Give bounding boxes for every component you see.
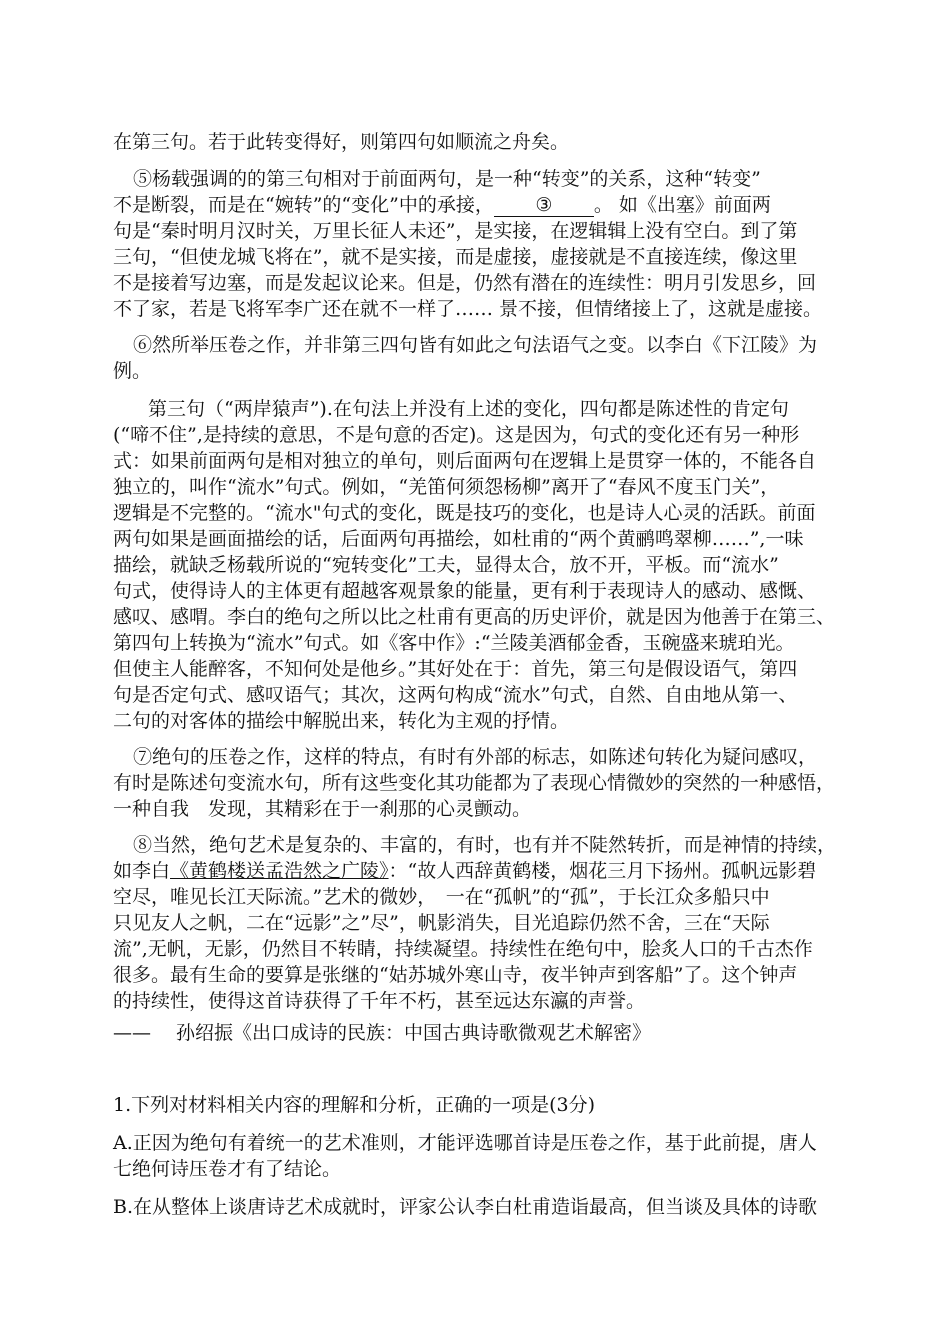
paragraph-line: 只见友人之帆，二在“远影”之”尽”，帆影消失，目光追踪仍然不舍，三在“天际	[113, 912, 770, 934]
paragraph-line	[113, 192, 843, 218]
paragraph-line: ⑧当然，绝句艺术是复杂的、丰富的，有时，也有并不陡然转折，而是神情的持续，	[133, 834, 837, 856]
paragraph-line: ⑤杨载强调的的第三句相对于前面两句，是一种“转变”的关系，这种“转变”	[133, 168, 761, 190]
paragraph-line: 两句如果是画面描绘的话，后面两句再描绘，如杜甫的“两个黄鹂鸣翠柳……”,一味	[113, 528, 804, 550]
paragraph-text: 不是断裂，而是在“婉转”的“变化”中的承接，	[113, 194, 494, 216]
paragraph-line: 空尽，唯见长江天际流。”艺术的微妙， 一在“孤帆”的“孤”，于长江众多船只中	[113, 886, 770, 908]
option-b-line: B.在从整体上谈唐诗艺术成就时，评家公认李白杜甫造诣最高，但当谈及具体的诗歌	[113, 1196, 818, 1218]
paragraph-line: 独立的，叫作“流水”句式。例如，“羌笛何须怨杨柳”离开了“春风不度玉门关”，	[113, 476, 780, 498]
paragraph-line: 例。	[113, 360, 152, 382]
paragraph-line: (“啼不住”,是持续的意思，不是句意的否定)。这是因为，句式的变化还有另一种形	[113, 424, 800, 446]
paragraph-line: 不了家，若是飞将军李广还在就不一样了…… 景不接，但情绪接上了，这就是虚接。	[113, 298, 823, 320]
paragraph-line: 句是“秦时明月汉时关，万里长征人未还”，是实接，在逻辑辑上没有空白。到了第	[113, 220, 798, 242]
option-a-line: A.正因为绝句有着统一的艺术准则，才能评选哪首诗是压卷之作，基于此前提，唐人	[113, 1132, 817, 1154]
source-attribution: —— 孙绍振《出口成诗的民族：中国古典诗歌微观艺术解密》	[113, 1022, 652, 1044]
fill-in-blank: ③	[494, 194, 594, 217]
paragraph-line: 但使主人能醉客，不知何处是他乡。”其好处在于：首先，第三句是假设语气，第四	[113, 658, 798, 680]
paragraph-line: 不是接着写边塞，而是发起议论来。但是，仍然有潜在的连续性：明月引发思乡，回	[113, 272, 817, 294]
poem-title: 《黄鹤楼送孟浩然之广陵》	[170, 860, 389, 882]
paragraph-line: 逻辑是不完整的。“流水"句式的变化，既是技巧的变化，也是诗人心灵的活跃。前面	[113, 502, 816, 524]
paragraph-line: 的持续性，使得这首诗获得了千年不朽，甚至远达东瀛的声誉。	[113, 990, 646, 1012]
paragraph-line: 在第三句。若于此转变得好，则第四句如顺流之舟矣。	[113, 131, 570, 153]
paragraph-line: 流”,无帆，无影，仍然目不转睛，持续凝望。持续性在绝句中，脍炙人口的千古杰作	[113, 938, 813, 960]
paragraph-line: 感叹、感喟。李白的绝句之所以比之杜甫有更高的历史评价，就是因为他善于在第三、	[113, 606, 836, 628]
paragraph-line: 句是否定句式、感叹语气；其次，这两句构成“流水”句式，自然、自由地从第一、	[113, 684, 798, 706]
paragraph-line: 很多。最有生命的要算是张继的“姑苏城外寒山寺，夜半钟声到客船”了。这个钟声	[113, 964, 798, 986]
paragraph-line: 一种自我 发现，其精彩在于一刹那的心灵颤动。	[113, 798, 532, 820]
paragraph-line: 式：如果前面两句是相对独立的单句，则后面两句在逻辑上是贯穿一体的，不能各自	[113, 450, 817, 472]
paragraph-line: ⑦绝句的压卷之作，这样的特点，有时有外部的标志，如陈述句转化为疑问感叹，	[133, 746, 818, 768]
paragraph-line: 三句，“但使龙城飞将在”，就不是实接，而是虚接，虚接就是不直接连续，像这里	[113, 246, 798, 268]
paragraph-line	[113, 858, 843, 884]
paragraph-text: 。 如《出塞》前面两	[593, 194, 771, 216]
paragraph-line: 句式，使得诗人的主体更有超越客观景象的能量，更有利于表现诗人的感动、感慨、	[113, 580, 817, 602]
paragraph-line: 二句的对客体的描绘中解脱出来，转化为主观的抒情。	[113, 710, 570, 732]
option-a-line: 七绝何诗压卷才有了结论。	[113, 1158, 342, 1180]
paragraph-line: 第三句（“两岸猿声”).在句法上并没有上述的变化，四句都是陈述性的肯定句	[148, 398, 789, 420]
paragraph-line: 第四句上转换为“流水”句式。如《客中作》:“兰陵美酒郁金香，玉碗盛来琥珀光。	[113, 632, 795, 654]
paragraph-text: ：“故人西辞黄鹤楼，烟花三月下扬州。孤帆远影碧	[388, 860, 817, 882]
paragraph-line: 有时是陈述句变流水句，所有这些变化其功能都为了表现心情微妙的突然的一种感悟，	[113, 772, 836, 794]
paragraph-line: ⑥然所举压卷之作，并非第三四句皆有如此之句法语气之变。以李白《下江陵》为	[133, 334, 818, 356]
question-stem: 1.下列对材料相关内容的理解和分析，正确的一项是(3分)	[113, 1094, 596, 1116]
paragraph-text: 如李白	[113, 860, 171, 882]
paragraph-line: 描绘，就缺乏杨载所说的“宛转变化”工夫，显得太合，放不开，平板。而“流水”	[113, 554, 779, 576]
